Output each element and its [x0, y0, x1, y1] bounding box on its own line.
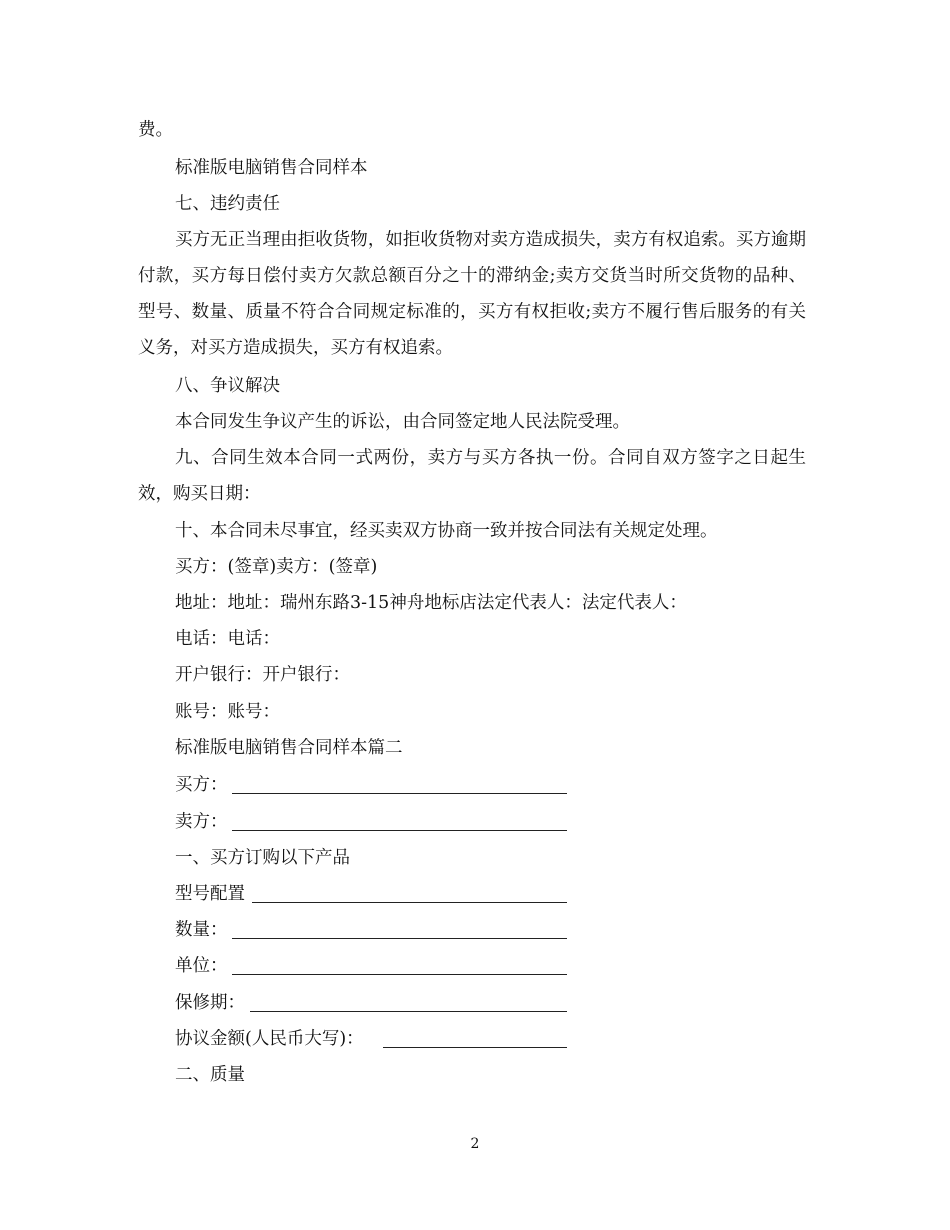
page-number: 2	[470, 1136, 480, 1152]
text-account: 账号：账号：	[175, 702, 280, 722]
text-phone: 电话：电话：	[175, 629, 280, 649]
paragraph-liability: 买方无正当理由拒收货物，如拒收货物对卖方造成损失，卖方有权追索。买方逾期付款，买方每日偿付卖方欠款总额百分之十的滞纳金;卖方交货当时所交货物的品种、型号、数量、质量不符合合同规定标准的，买方有权拒收;卖方不履行售后服务的有关义务，对买方造成损失，买方有权追索。	[138, 230, 806, 358]
blank-buyer	[232, 793, 567, 794]
label-model-config: 型号配置	[175, 884, 245, 904]
blank-quantity	[232, 938, 567, 939]
heading-quality: 二、质量	[175, 1065, 245, 1085]
paragraph-effect: 九、合同生效本合同一式两份，卖方与买方各执一份。合同自双方签字之日起生效，购买日期：	[138, 448, 806, 504]
text-line-fee: 费。	[138, 120, 173, 140]
blank-unit	[232, 974, 567, 975]
blank-seller	[232, 830, 567, 831]
label-buyer: 买方：	[175, 775, 228, 795]
text-misc-matters: 十、本合同未尽事宜，经买卖双方协商一致并按合同法有关规定处理。	[175, 521, 718, 541]
text-signature: 买方：(签章)卖方：(签章)	[175, 557, 378, 577]
text-bank: 开户银行：开户银行：	[175, 665, 350, 685]
label-amount: 协议金额(人民币大写)：	[175, 1029, 364, 1049]
text-address: 地址：地址：瑞州东路3-15神舟地标店法定代表人：法定代表人：	[175, 593, 687, 613]
blank-amount	[383, 1047, 567, 1048]
section-title-sample-2: 标准版电脑销售合同样本篇二	[175, 738, 403, 758]
blank-model-config	[252, 902, 567, 903]
label-seller: 卖方：	[175, 812, 228, 832]
blank-warranty	[250, 1011, 567, 1012]
label-unit: 单位：	[175, 956, 228, 976]
text-dispute: 本合同发生争议产生的诉讼，由合同签定地人民法院受理。	[175, 412, 630, 432]
section-title-sample: 标准版电脑销售合同样本	[175, 158, 368, 178]
heading-dispute-resolution: 八、争议解决	[175, 376, 280, 396]
label-warranty: 保修期：	[175, 993, 245, 1013]
label-quantity: 数量：	[175, 920, 228, 940]
heading-order-products: 一、买方订购以下产品	[175, 848, 350, 868]
heading-breach-liability: 七、违约责任	[175, 194, 280, 214]
